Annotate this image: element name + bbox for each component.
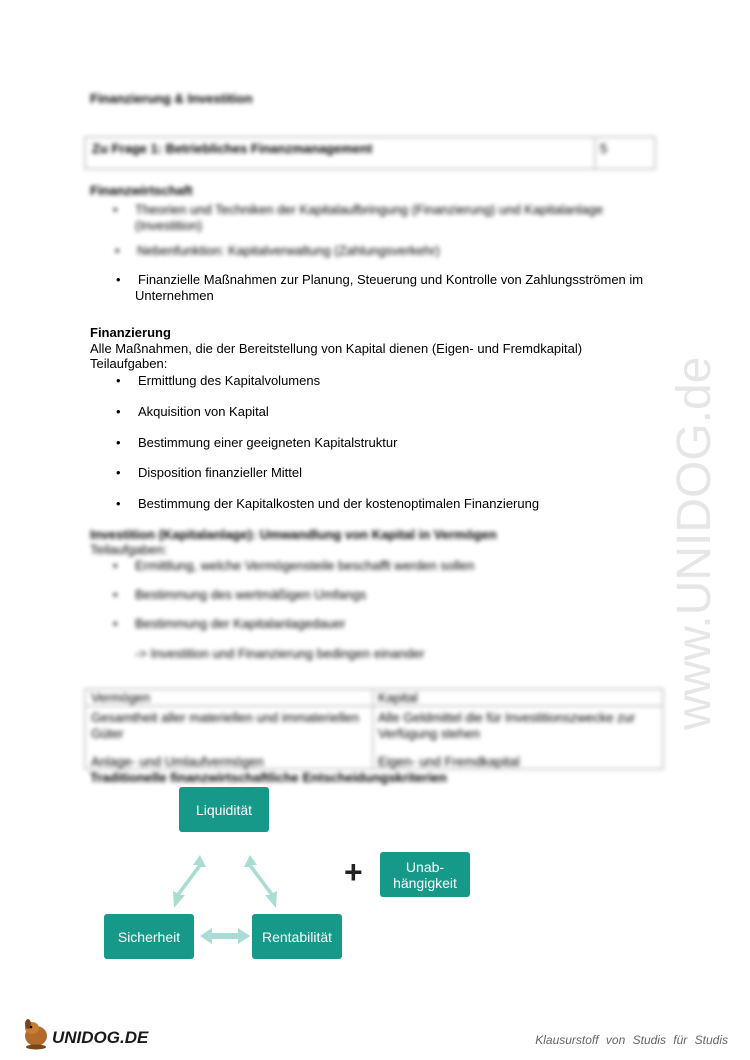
- list-item-text: Finanzielle Maßnahmen zur Planung, Steuerung und Kontrolle von Zahlungsströmen im: [138, 272, 644, 287]
- list-item-text: Nebenfunktion: Kapitalverwaltung (Zahlungsverkehr): [137, 243, 440, 258]
- plus-sign: +: [344, 854, 363, 890]
- table-cell: Gesamtheit aller materiellen und immateriellen Güter: [91, 710, 360, 741]
- list-item-text: Bestimmung des wertmäßigen Umfangs: [135, 587, 367, 602]
- list-item: [116, 404, 269, 420]
- double-arrow-icon: [173, 855, 206, 908]
- list-item: [116, 272, 678, 288]
- question-label: Zu Frage 1: Betriebliches Finanzmanagement: [92, 141, 373, 156]
- bullet-icon: •: [116, 496, 121, 511]
- list-item-text: Bestimmung der Kapitalkosten und der kostenoptimalen Finanzierung: [138, 496, 540, 511]
- unabhaengigkeit-label-1: Unab-: [405, 858, 445, 875]
- finanzierung-teilaufgaben: Teilaufgaben:: [90, 356, 168, 371]
- unabhaengigkeit-box: [380, 852, 470, 897]
- double-arrow-icon: [244, 855, 277, 908]
- bullet-icon: •: [113, 616, 118, 631]
- list-item: [115, 243, 637, 259]
- table-header-kapital: Kapital: [378, 690, 418, 705]
- investition-heading: Investition (Kapitalanlage): Umwandlung von Kapital in Vermögen: [90, 527, 497, 542]
- bullet-icon: •: [116, 373, 121, 388]
- list-item-text: Bestimmung der Kapitalanlagedauer: [135, 616, 346, 631]
- list-item: [116, 373, 321, 389]
- rentabilitaet-label: Rentabilität: [261, 928, 333, 945]
- double-arrow-icon: [200, 928, 250, 944]
- list-item: [113, 616, 346, 632]
- watermark: [640, 275, 740, 735]
- list-item: [116, 435, 398, 451]
- bullet-icon: •: [113, 202, 118, 217]
- liquiditaet-label: Liquidität: [195, 801, 253, 818]
- unabhaengigkeit-label-2: hängigkeit: [393, 874, 457, 891]
- vermoegen-kapital-table: [84, 688, 664, 770]
- list-item-text: Disposition finanzieller Mittel: [138, 465, 303, 480]
- liquiditaet-box: [179, 787, 269, 832]
- footer-tagline: Klausurstoff von Studis für Studis: [535, 1033, 728, 1047]
- criteria-heading: Traditionelle finanzwirtschaftliche Entscheidungskriterien: [90, 770, 447, 785]
- finanzwirtschaft-heading: Finanzwirtschaft: [90, 183, 193, 198]
- sicherheit-label: Sicherheit: [117, 928, 181, 945]
- dog-mascot-icon: [25, 1019, 47, 1050]
- table-header-vermoegen: Vermögen: [91, 690, 151, 705]
- investition-teilaufgaben: Teilaufgaben:: [90, 542, 168, 557]
- bullet-icon: •: [116, 465, 121, 480]
- question-points: 5: [600, 141, 608, 156]
- list-item-continuation: Unternehmen: [135, 288, 214, 303]
- list-item-text: Bestimmung einer geeigneten Kapitalstruktur: [138, 435, 398, 450]
- bullet-icon: •: [113, 587, 118, 602]
- list-item: [116, 496, 540, 512]
- watermark-text: www.UNIDOG.de: [668, 356, 721, 730]
- question-box: [84, 136, 656, 170]
- list-item-text: Theorien und Techniken der Kapitalaufbringung (Finanzierung) und Kapitalanlage (Investition): [135, 202, 604, 233]
- bullet-icon: •: [116, 435, 121, 450]
- bullet-icon: •: [113, 558, 118, 573]
- list-item-text: Ermittlung des Kapitalvolumens: [138, 373, 321, 388]
- table-cell: Alle Geldmittel die für Investitionszwecke zur Verfügung stehen: [378, 710, 636, 741]
- finanzierung-heading: Finanzierung: [90, 325, 171, 340]
- page-title: Finanzierung & Investition: [90, 91, 253, 106]
- list-item: [113, 587, 367, 603]
- diagram-arrows: [160, 840, 290, 950]
- investition-note: -> Investition und Finanzierung bedingen einander: [135, 646, 425, 661]
- table-cell: Eigen- und Fremdkapital: [378, 754, 520, 769]
- list-item: [113, 202, 635, 234]
- bullet-icon: •: [115, 243, 120, 258]
- logo-text: UNIDOG.DE: [52, 1028, 149, 1047]
- list-item: [113, 558, 475, 574]
- table-cell: Anlage- und Umlaufvermögen: [91, 754, 264, 769]
- list-item-text: Akquisition von Kapital: [138, 404, 269, 419]
- list-item-text: Ermittlung, welche Vermögensteile beschafft werden sollen: [135, 558, 475, 573]
- unidog-logo: [22, 1016, 152, 1050]
- bullet-icon: •: [116, 272, 121, 287]
- bullet-icon: •: [116, 404, 121, 419]
- list-item: [116, 465, 303, 481]
- finanzierung-description: Alle Maßnahmen, die der Bereitstellung von Kapital dienen (Eigen- und Fremdkapital): [90, 341, 583, 356]
